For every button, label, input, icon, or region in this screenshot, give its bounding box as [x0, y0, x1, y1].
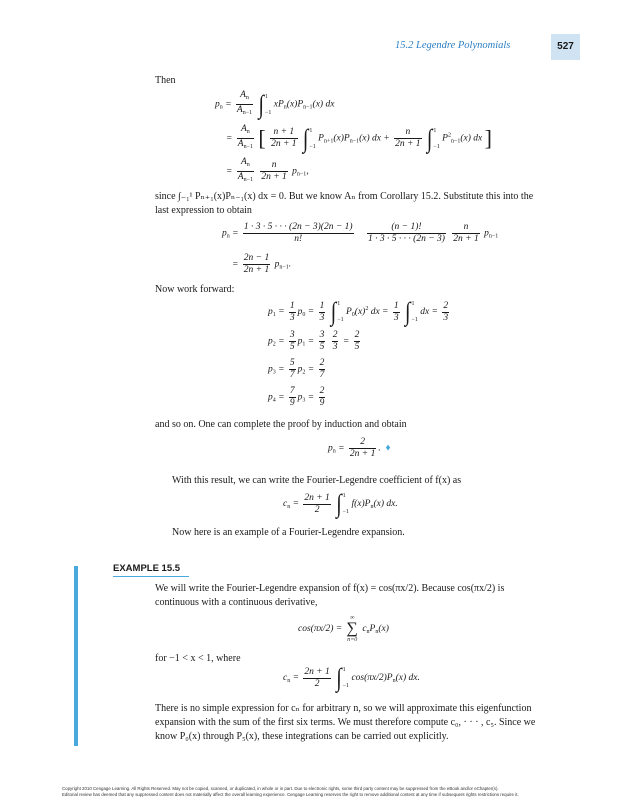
- equation-cn-cos: $c_n$ = $\frac{2n + 1}{2}$ ∫1 −1 $\cos(\pi x/2)P_n(x)$ dx.: [283, 663, 420, 693]
- example-para2-line1: There is no simple expression for cₙ for arbitrary n, so we will approximate this eigenfunction: [155, 703, 532, 714]
- for-range-text: for −1 < x < 1, where: [155, 653, 241, 664]
- example-para2-line2: expansion with the sum of the first six terms. We must therefore compute c₀, · · · , c₅. Since we: [155, 717, 536, 728]
- now-here-text: Now here is an example of a Fourier-Legendre expansion.: [172, 527, 405, 538]
- end-of-proof-diamond-icon: ♦: [385, 442, 391, 454]
- equation-cn-definition: $c_n$ = $\frac{2n + 1}{2}$ ∫1 −1 $f(x)P_n(x)$ dx.: [283, 489, 398, 519]
- section-title: 15.2 Legendre Polynomials: [395, 40, 511, 51]
- equation-pn-simplified: = $\frac{2n - 1}{2n + 1}$ $p_{n-1}$.: [232, 253, 292, 275]
- equation-pn-line3: = $\frac{A_n}{A_{n-1}}$ $\frac{n}{2n + 1}$ $p_{n-1}$,: [226, 157, 309, 183]
- equation-pn-line1: $p_n$ = $\frac{A_n}{A_{n-1}}$ ∫1 −1 $xP_n(x)P_{n-1}(x)$ dx: [215, 90, 335, 119]
- and-so-on-text: and so on. One can complete the proof by induction and obtain: [155, 419, 407, 430]
- example-para1-line1: We will write the Fourier-Legendre expansion of f(x) = cos(πx/2). Because cos(πx/2) is: [155, 583, 505, 594]
- copyright-footer-line1: Copyright 2010 Cengage Learning. All Rights Reserved. May not be copied, scanned, or duplicated, in whole or in part. Due to electronic rights, some third party content may be suppressed from the eBook and/or eChapter(s).: [62, 786, 499, 791]
- equation-pn-substituted: $p_n$ = $\frac{1 \cdot 3 \cdot 5 \cdot \cdot \cdot (2n - 3)(2n - 1)}{n!}$ $\frac{(n - 1)!}{1 \cdot 3 \cdot 5 \cdot \cdot \cdot (2n - 3)}$ $\frac{n}{2n + 1}$ $p_{n-1}$: [222, 222, 499, 244]
- example-para2-line3: know P₀(x) through P₅(x), these integrations can be carried out explicitly.: [155, 731, 449, 742]
- equation-p4: $p_4$ = $\frac{7}{9}$ $p_3$ = $\frac{2}{9}$: [268, 386, 325, 408]
- equation-p2: $p_2$ = $\frac{3}{5}$ $p_1$ = $\frac{3}{5}$ $\frac{2}{3}$ = $\frac{2}{5}$: [268, 330, 360, 352]
- example-side-bar: [74, 566, 78, 746]
- since-text-line1: since ∫₋₁¹ Pₙ₊₁(x)Pₙ₋₁(x) dx = 0. But we know Aₙ from Corollary 15.2. Substitute this into the: [155, 191, 534, 202]
- page-number: 527: [551, 34, 580, 60]
- copyright-footer-line2: Editorial review has deemed that any suppressed content does not materially affect the overall learning experience. Cengage Learning reserves the right to remove additional content at any time if subsequent rights restrictions require it.: [62, 792, 519, 797]
- example-label: EXAMPLE 15.5: [113, 563, 181, 574]
- now-work-forward-text: Now work forward:: [155, 284, 235, 295]
- equation-p3: $p_3$ = $\frac{5}{7}$ $p_2$ = $\frac{2}{7}$: [268, 358, 325, 380]
- then-text: Then: [155, 75, 176, 86]
- equation-cos-expansion: cos(πx/2) = ∞ ∑ n=0 $c_nP_n(x)$: [298, 615, 389, 643]
- with-result-text: With this result, we can write the Fourier-Legendre coefficient of f(x) as: [172, 475, 462, 486]
- example-underline: [113, 576, 189, 577]
- since-text-line2: last expression to obtain: [155, 205, 252, 216]
- equation-p1: $p_1$ = $\frac{1}{3}$ $p_0$ = $\frac{1}{3}$ ∫1 −1 $P_0(x)^2$ dx = $\frac{1}{3}$ ∫1 −1 dx = $\frac{2}{3}$: [268, 297, 449, 327]
- equation-pn-line2: = $\frac{A_n}{A_{n-1}}$ [ $\frac{n + 1}{2n + 1}$ ∫1 −1 $P_{n+1}(x)P_{n-1}(x)$ dx + $\frac{n}{2n + 1}$ ∫1 −1 $P^2_{n-1}(x)$ dx ]: [226, 124, 492, 153]
- equation-pn-result: $p_n$ = $\frac{2}{2n + 1}$ . ♦: [328, 437, 391, 459]
- example-para1-line2: continuous with a continuous derivative,: [155, 597, 318, 608]
